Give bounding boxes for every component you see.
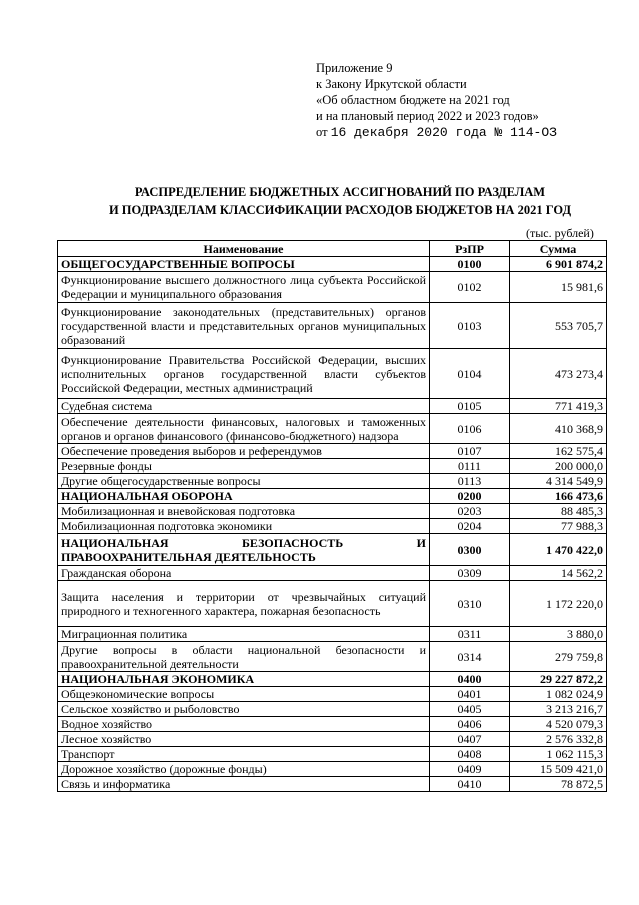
table-row — [58, 504, 607, 519]
units-label: (тыс. рублей) — [526, 226, 594, 240]
row-sum: 29 227 872,2 — [510, 672, 607, 687]
section-row — [58, 257, 607, 272]
table-row — [58, 702, 607, 717]
row-name: Транспорт — [58, 747, 430, 762]
row-code: 0107 — [430, 444, 510, 459]
row-name: Другие общегосударственные вопросы — [58, 474, 430, 489]
row-name: Гражданская оборона — [58, 566, 430, 581]
title-line: И ПОДРАЗДЕЛАМ КЛАССИФИКАЦИИ РАСХОДОВ БЮДЖЕТОВ НА 2021 ГОД — [108, 203, 572, 217]
row-code: 0204 — [430, 519, 510, 534]
row-name: НАЦИОНАЛЬНАЯ ОБОРОНА — [58, 489, 430, 504]
table-row — [58, 519, 607, 534]
title-line: РАСПРЕДЕЛЕНИЕ БЮДЖЕТНЫХ АССИГНОВАНИЙ ПО РАЗДЕЛАМ — [134, 185, 546, 199]
row-sum: 6 901 874,2 — [510, 257, 607, 272]
table-row — [58, 474, 607, 489]
table-row — [58, 777, 607, 792]
row-sum: 4 314 549,9 — [510, 474, 607, 489]
row-code: 0113 — [430, 474, 510, 489]
row-code: 0409 — [430, 762, 510, 777]
document-title — [40, 183, 639, 219]
row-code: 0407 — [430, 732, 510, 747]
header-code: РзПР — [430, 241, 510, 257]
row-code: 0408 — [430, 747, 510, 762]
row-sum: 771 419,3 — [510, 399, 607, 414]
table-row — [58, 444, 607, 459]
row-sum: 200 000,0 — [510, 459, 607, 474]
row-sum: 410 368,9 — [510, 414, 607, 444]
row-name: Другие вопросы в области национальной безопасности и правоохранительной деятельности — [58, 642, 430, 672]
appendix-line: Приложение 9 — [316, 61, 393, 75]
row-name: ОБЩЕГОСУДАРСТВЕННЫЕ ВОПРОСЫ — [58, 257, 430, 272]
row-sum: 553 705,7 — [510, 303, 607, 349]
section-row — [58, 672, 607, 687]
appendix-date-prefix: от — [316, 125, 328, 139]
row-name: Сельское хозяйство и рыболовство — [58, 702, 430, 717]
row-name: Обеспечение проведения выборов и референдумов — [58, 444, 430, 459]
row-code: 0401 — [430, 687, 510, 702]
row-name: Дорожное хозяйство (дорожные фонды) — [58, 762, 430, 777]
row-sum: 162 575,4 — [510, 444, 607, 459]
row-sum: 15 509 421,0 — [510, 762, 607, 777]
row-code: 0410 — [430, 777, 510, 792]
table-header-row — [58, 241, 607, 257]
row-name: НАЦИОНАЛЬНАЯ ЭКОНОМИКА — [58, 672, 430, 687]
table-row — [58, 349, 607, 399]
row-code: 0310 — [430, 581, 510, 627]
appendix-line: и на плановый период 2022 и 2023 годов» — [316, 109, 539, 123]
appendix-line: «Об областном бюджете на 2021 год — [316, 93, 510, 107]
row-sum: 2 576 332,8 — [510, 732, 607, 747]
row-code: 0203 — [430, 504, 510, 519]
row-sum: 3 880,0 — [510, 627, 607, 642]
row-code: 0309 — [430, 566, 510, 581]
row-name: Миграционная политика — [58, 627, 430, 642]
row-name: Функционирование высшего должностного лица субъекта Российской Федерации и муниципального образования — [58, 272, 430, 303]
row-code: 0104 — [430, 349, 510, 399]
row-code: 0200 — [430, 489, 510, 504]
row-name: Мобилизационная подготовка экономики — [58, 519, 430, 534]
row-name: Общеэкономические вопросы — [58, 687, 430, 702]
row-sum: 77 988,3 — [510, 519, 607, 534]
row-code: 0100 — [430, 257, 510, 272]
table-row — [58, 414, 607, 444]
row-sum: 1 062 115,3 — [510, 747, 607, 762]
table-row — [58, 272, 607, 303]
row-sum: 473 273,4 — [510, 349, 607, 399]
table-row — [58, 717, 607, 732]
row-sum: 78 872,5 — [510, 777, 607, 792]
row-name: Защита населения и территории от чрезвычайных ситуаций природного и техногенного характера, пожарная безопасность — [58, 581, 430, 627]
row-name: Функционирование законодательных (представительных) органов государственной власти и представительных органов муниципальных образований — [58, 303, 430, 349]
row-sum: 1 470 422,0 — [510, 534, 607, 566]
row-sum: 88 485,3 — [510, 504, 607, 519]
table-row — [58, 762, 607, 777]
row-name: Резервные фонды — [58, 459, 430, 474]
row-name: Связь и информатика — [58, 777, 430, 792]
table-row — [58, 732, 607, 747]
header-name: Наименование — [58, 241, 430, 257]
table-row — [58, 459, 607, 474]
row-sum: 4 520 079,3 — [510, 717, 607, 732]
row-code: 0102 — [430, 272, 510, 303]
table-row — [58, 627, 607, 642]
row-code: 0300 — [430, 534, 510, 566]
budget-table — [57, 240, 607, 792]
section-row — [58, 489, 607, 504]
row-code: 0405 — [430, 702, 510, 717]
row-sum: 14 562,2 — [510, 566, 607, 581]
row-code: 0105 — [430, 399, 510, 414]
row-sum: 1 082 024,9 — [510, 687, 607, 702]
appendix-block — [316, 60, 557, 141]
table-row — [58, 642, 607, 672]
row-name: Функционирование Правительства Российской Федерации, высших исполнительных органов государственной власти субъектов Российской Федерации, местных администраций — [58, 349, 430, 399]
table-row — [58, 566, 607, 581]
table-row — [58, 747, 607, 762]
section-row — [58, 534, 607, 566]
row-sum: 15 981,6 — [510, 272, 607, 303]
table-body — [58, 257, 607, 792]
row-sum: 1 172 220,0 — [510, 581, 607, 627]
row-sum: 166 473,6 — [510, 489, 607, 504]
row-code: 0103 — [430, 303, 510, 349]
row-code: 0111 — [430, 459, 510, 474]
row-name: Обеспечение деятельности финансовых, налоговых и таможенных органов и органов финансового (финансово-бюджетного) надзора — [58, 414, 430, 444]
table-row — [58, 581, 607, 627]
row-name: Лесное хозяйство — [58, 732, 430, 747]
table-row — [58, 687, 607, 702]
appendix-line: к Закону Иркутской области — [316, 77, 467, 91]
row-code: 0406 — [430, 717, 510, 732]
row-code: 0314 — [430, 642, 510, 672]
row-name: Судебная система — [58, 399, 430, 414]
row-name: НАЦИОНАЛЬНАЯ БЕЗОПАСНОСТЬ И ПРАВООХРАНИТЕЛЬНАЯ ДЕЯТЕЛЬНОСТЬ — [58, 534, 430, 566]
row-name: Мобилизационная и вневойсковая подготовка — [58, 504, 430, 519]
row-sum: 3 213 216,7 — [510, 702, 607, 717]
row-sum: 279 759,8 — [510, 642, 607, 672]
table-row — [58, 399, 607, 414]
table-row — [58, 303, 607, 349]
appendix-date-line — [316, 124, 557, 141]
row-code: 0106 — [430, 414, 510, 444]
row-name: Водное хозяйство — [58, 717, 430, 732]
header-sum: Сумма — [510, 241, 607, 257]
row-code: 0400 — [430, 672, 510, 687]
row-code: 0311 — [430, 627, 510, 642]
appendix-date-stamp: 16 декабря 2020 года № 114-ОЗ — [330, 125, 557, 140]
